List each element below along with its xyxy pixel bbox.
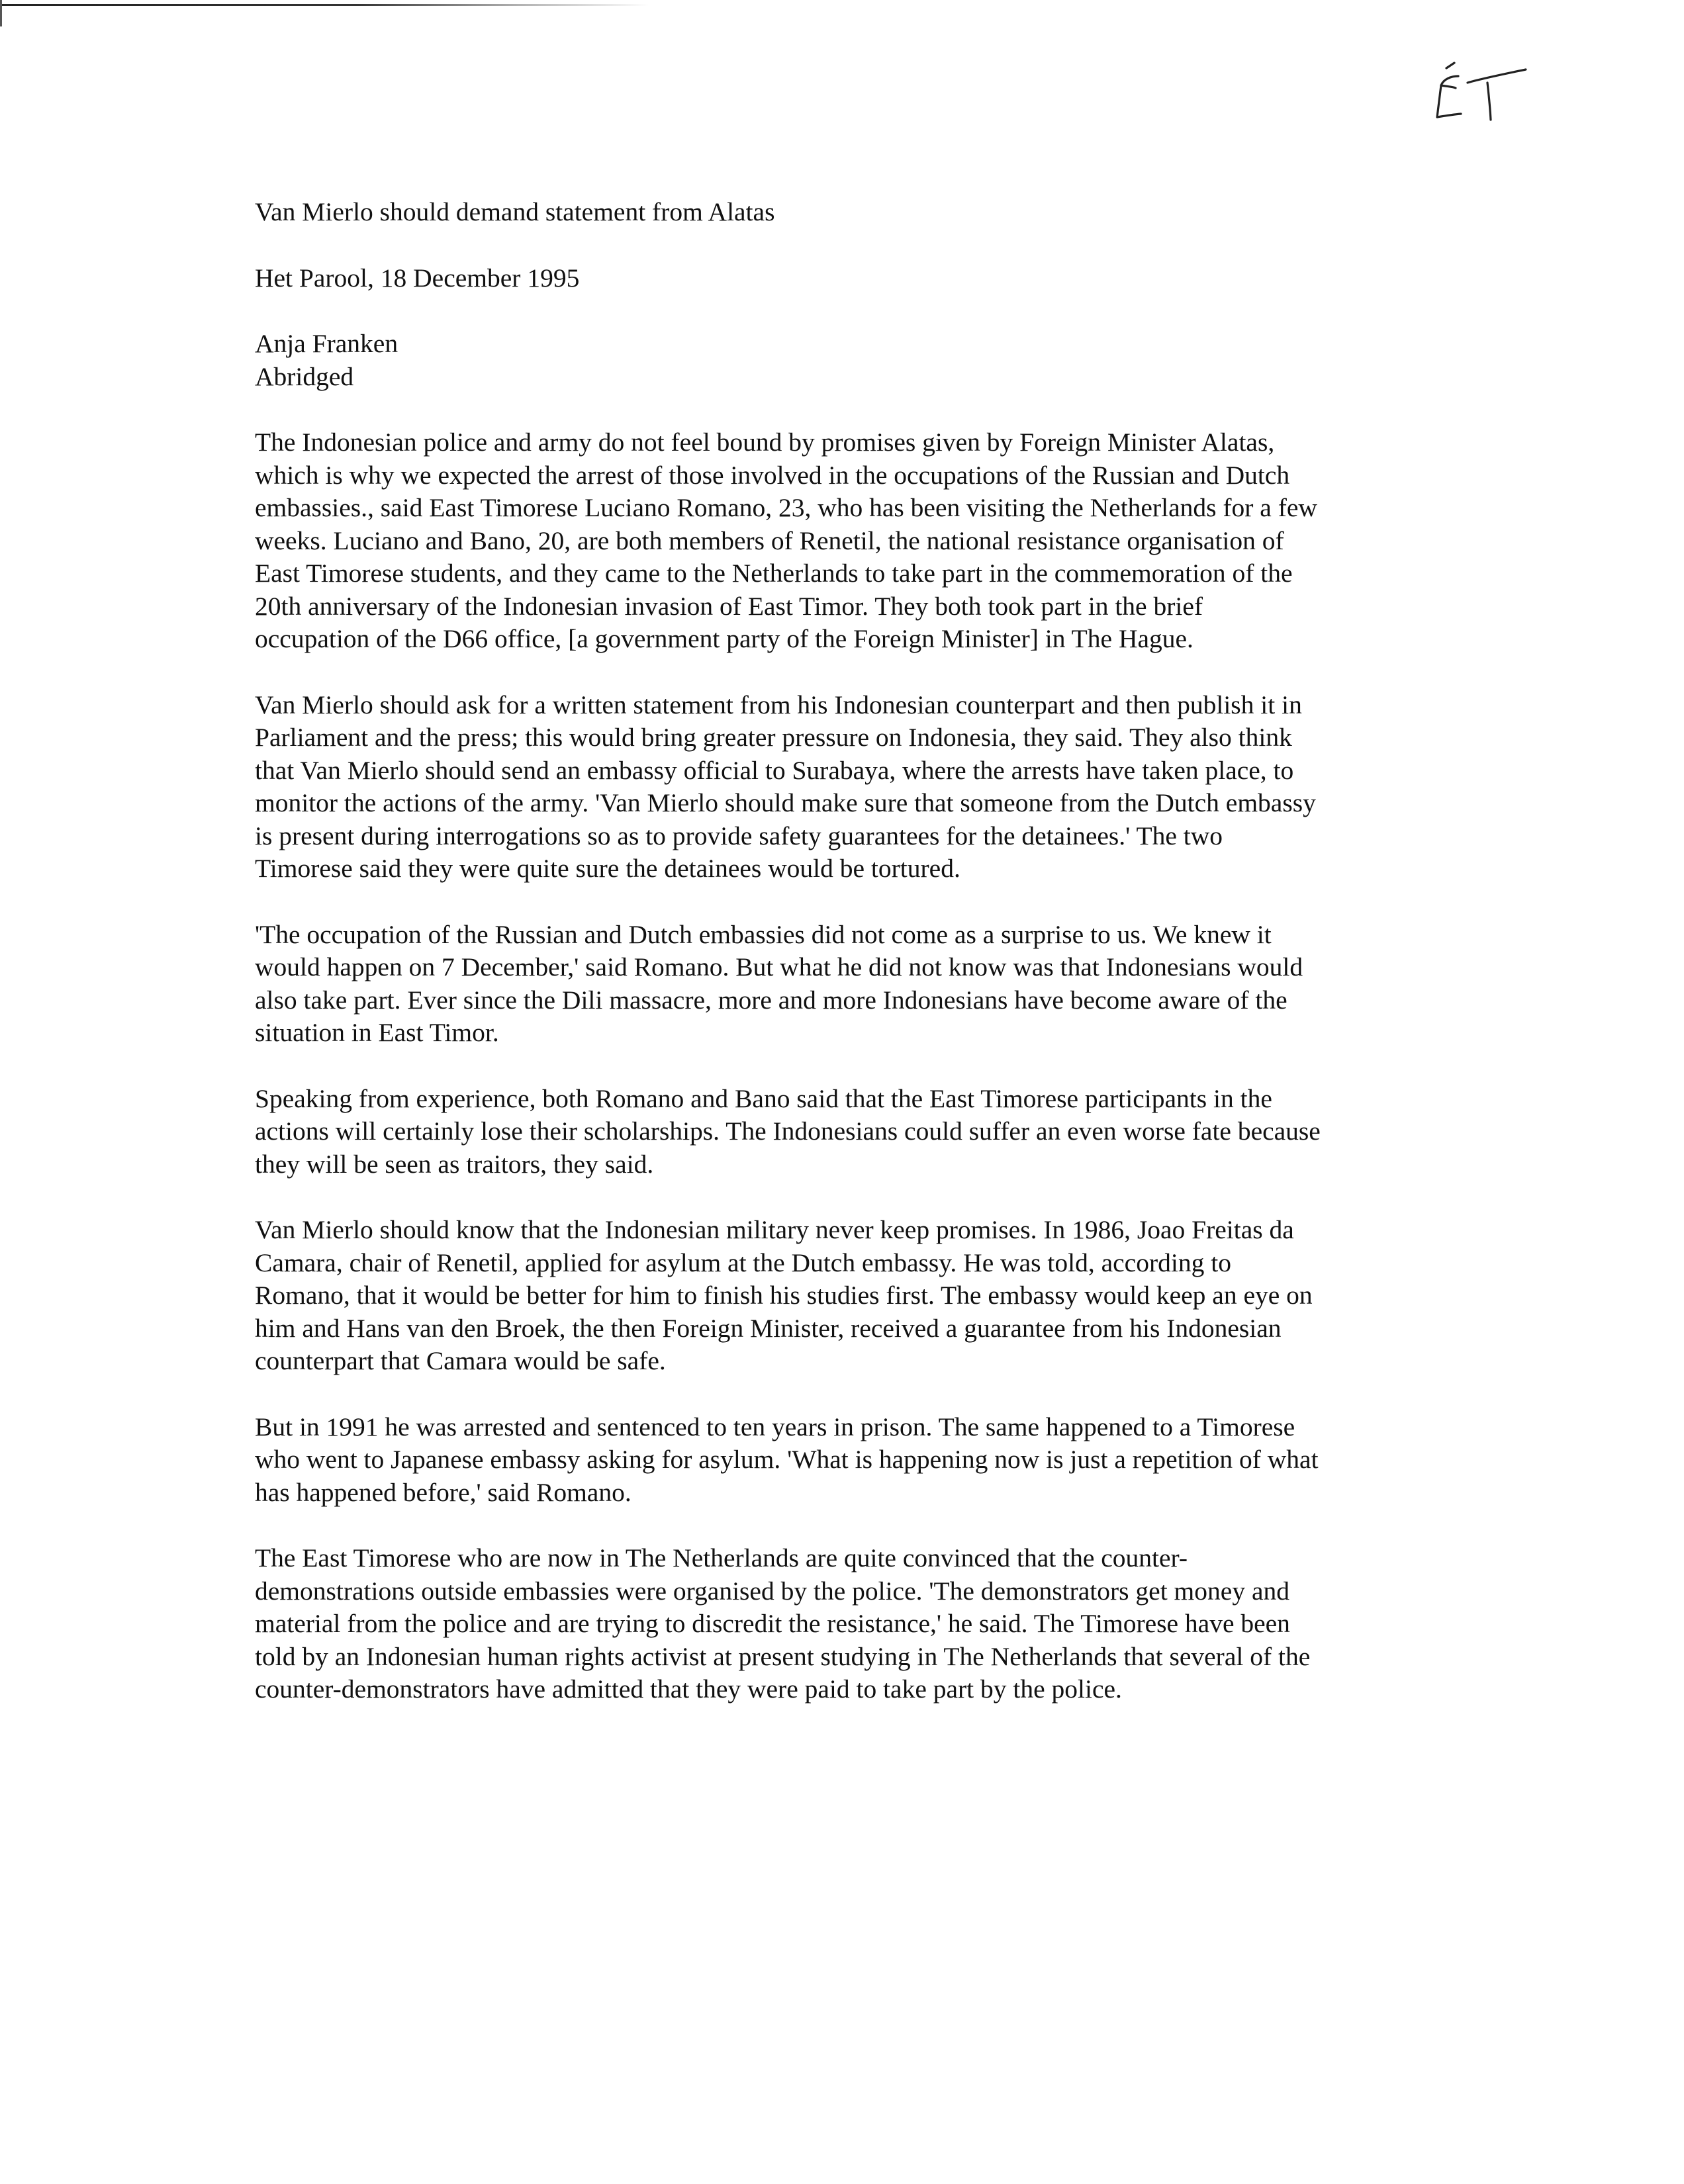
handwritten-et-annotation [1427,56,1532,129]
paragraph-1: The Indonesian police and army do not feel bound by promises given by Foreign Minister Alatas, which is why we expected the arrest of those involved in the occupations of the Russian and Dutch embassies., said East Timorese Luciano Romano, 23, who has been visiting the Netherlands for a few weeks. Luciano and Bano, 20, are both members of Renetil, the national resistance organisation of East Timorese students, and they came to the Netherlands to take part in the commemoration of the 20th anniversary of the Indonesian invasion of East Timor. They both took part in the brief occupation of the D66 office, [a government party of the Foreign Minister] in The Hague. [255,428,1317,653]
article-author: Anja Franken [255,329,398,358]
paragraph-7: The East Timorese who are now in The Netherlands are quite convinced that the counter- demonstrations outside embassies were organised by the police. 'The demonstrators get money and material from the police and are trying to discredit the resistance,' he said. The Timorese have been told by an Indonesian human rights activist at present studying in The Netherlands that several of the counter-demonstrators have admitted that they were paid to take part by the police. [255,1543,1311,1704]
scan-edge-mark [0,0,2,26]
article-note: Abridged [255,361,354,391]
paragraph-2: Van Mierlo should ask for a written statement from his Indonesian counterpart and then publish it in Parliament and the press; this would bring greater pressure on Indonesia, they said. They also think that Van Mierlo should send an embassy official to Surabaya, where the arrests have taken place, to monitor the actions of the army. 'Van Mierlo should make sure that someone from the Dutch embassy is present during interrogations so as to provide safety guarantees for the detainees.' The two Timorese said they were quite sure the detainees would be tortured. [255,690,1316,883]
article-headline: Van Mierlo should demand statement from Alatas [255,197,775,226]
scan-edge-line [0,4,649,6]
paragraph-3: 'The occupation of the Russian and Dutch embassies did not come as a surprise to us. We knew it would happen on 7 December,' said Romano. But what he did not know was that Indonesians would also take part. Ever since the Dili massacre, more and more Indonesians have become aware of the situation in East Timor. [255,919,1303,1047]
article-source: Het Parool, 18 December 1995 [255,263,580,293]
paragraph-6: But in 1991 he was arrested and sentenced to ten years in prison. The same happened to a Timorese who went to Japanese embassy asking for asylum. 'What is happening now is just a repetition of what has happened before,' said Romano. [255,1412,1319,1507]
paragraph-4: Speaking from experience, both Romano and Bano said that the East Timorese participants in the actions will certainly lose their scholarships. The Indonesians could suffer an even worse fate because they will be seen as traitors, they said. [255,1083,1321,1179]
article-byline [255,328,1407,393]
article-body [255,196,1407,1739]
paragraph-5: Van Mierlo should know that the Indonesian military never keep promises. In 1986, Joao Freitas da Camara, chair of Renetil, applied for asylum at the Dutch embassy. He was told, according to Romano, that it would be better for him to finish his studies first. The embassy would keep an eye on him and Hans van den Broek, the then Foreign Minister, received a guarantee from his Indonesian counterpart that Camara would be safe. [255,1215,1313,1375]
